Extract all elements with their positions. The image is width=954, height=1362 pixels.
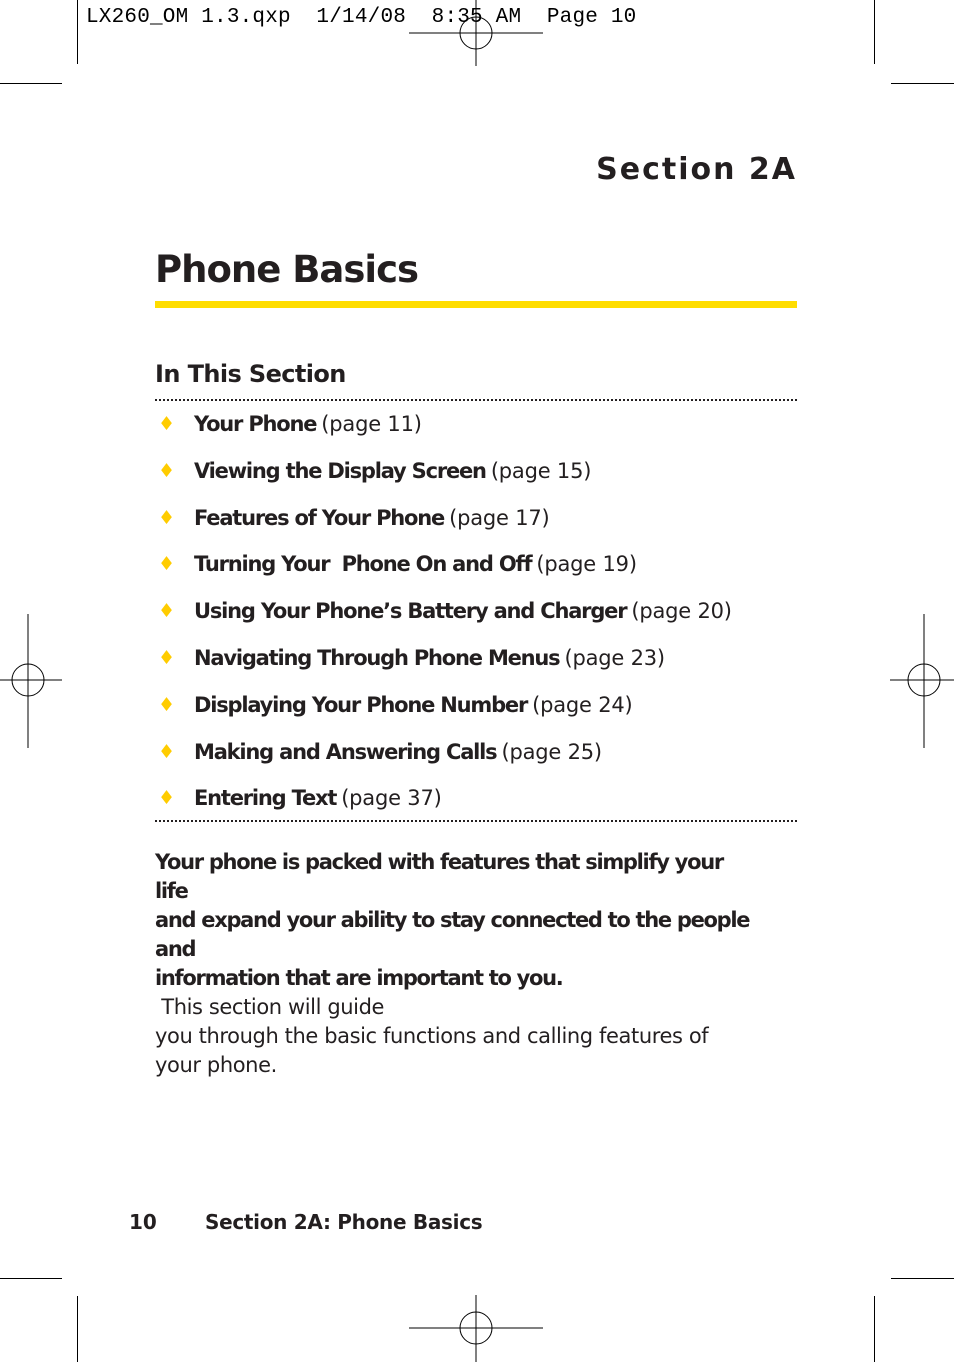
page-title: Phone Basics xyxy=(155,248,419,291)
crop-mark xyxy=(0,83,62,84)
crop-mark xyxy=(874,0,875,64)
list-item-title: Your Phone xyxy=(194,412,317,436)
list-item-page-ref: (page 19) xyxy=(536,552,637,577)
list-item-title: Making and Answering Calls xyxy=(194,739,497,764)
intro-lead-line: and expand your ability to stay connected to the people and xyxy=(155,908,750,961)
in-this-section-heading: In This Section xyxy=(155,360,346,388)
registration-mark-top xyxy=(409,0,543,66)
list-item-page-ref: (page 11) xyxy=(321,412,422,436)
registration-mark-bottom xyxy=(409,1295,543,1362)
crop-mark xyxy=(77,0,78,64)
diamond-bullet-icon: ♦ xyxy=(158,413,176,435)
list-item[interactable] xyxy=(155,642,732,689)
diamond-bullet-icon: ♦ xyxy=(158,646,176,669)
crop-mark xyxy=(891,83,954,84)
diamond-bullet-icon: ♦ xyxy=(158,600,176,623)
list-item-title: Features of Your Phone xyxy=(194,505,445,530)
list-item[interactable] xyxy=(155,408,732,455)
list-item[interactable] xyxy=(155,782,732,829)
print-slug-line: LX260_OM 1.3.qxp 1/14/08 8:35 AM Page 10 xyxy=(86,6,637,29)
list-item-page-ref: (page 25) xyxy=(501,739,602,764)
list-item-title: Navigating Through Phone Menus xyxy=(194,645,560,670)
section-contents-list xyxy=(155,408,732,829)
intro-lead-line: Your phone is packed with features that simplify your life xyxy=(155,850,723,903)
list-item-page-ref: (page 20) xyxy=(631,599,732,624)
list-item[interactable] xyxy=(155,595,732,642)
crop-mark xyxy=(891,1278,954,1279)
list-item-title: Using Your Phone’s Battery and Charger xyxy=(194,599,627,624)
list-item-page-ref: (page 15) xyxy=(490,458,592,483)
intro-body-text: This section will guide xyxy=(155,995,385,1019)
title-accent-rule xyxy=(155,301,797,308)
diamond-bullet-icon: ♦ xyxy=(158,553,176,576)
footer-page-number: 10 xyxy=(129,1210,157,1234)
list-item[interactable] xyxy=(155,548,732,595)
list-item[interactable] xyxy=(155,502,732,549)
footer-running-title: Section 2A: Phone Basics xyxy=(205,1210,483,1234)
list-item[interactable] xyxy=(155,455,732,502)
list-item-title: Displaying Your Phone Number xyxy=(194,692,528,717)
list-item-page-ref: (page 37) xyxy=(341,786,442,811)
diamond-bullet-icon: ♦ xyxy=(158,740,176,763)
dotted-divider-top xyxy=(155,399,797,401)
list-item-title: Entering Text xyxy=(194,786,337,811)
list-item-page-ref: (page 24) xyxy=(532,692,633,717)
crop-mark xyxy=(0,1278,62,1279)
list-item[interactable] xyxy=(155,689,732,736)
section-label: Section 2A xyxy=(596,152,797,187)
diamond-bullet-icon: ♦ xyxy=(158,787,176,810)
intro-paragraph xyxy=(155,848,755,1080)
intro-body-text: your phone. xyxy=(155,1053,277,1077)
registration-mark-left xyxy=(0,614,62,748)
diamond-bullet-icon: ♦ xyxy=(158,693,176,716)
list-item-page-ref: (page 23) xyxy=(564,645,665,670)
list-item[interactable] xyxy=(155,736,732,783)
diamond-bullet-icon: ♦ xyxy=(158,459,176,482)
diamond-bullet-icon: ♦ xyxy=(158,506,176,529)
list-item-title: Turning Your Phone On and Off xyxy=(194,552,532,577)
registration-mark-right xyxy=(890,614,954,748)
dotted-divider-bottom xyxy=(155,820,797,822)
crop-mark xyxy=(874,1296,875,1362)
list-item-page-ref: (page 17) xyxy=(449,505,550,530)
crop-mark xyxy=(77,1296,78,1362)
list-item-title: Viewing the Display Screen xyxy=(194,458,486,483)
intro-body-text: you through the basic functions and calling features of xyxy=(155,1024,709,1048)
intro-lead-line: information that are important to you. xyxy=(155,966,563,990)
